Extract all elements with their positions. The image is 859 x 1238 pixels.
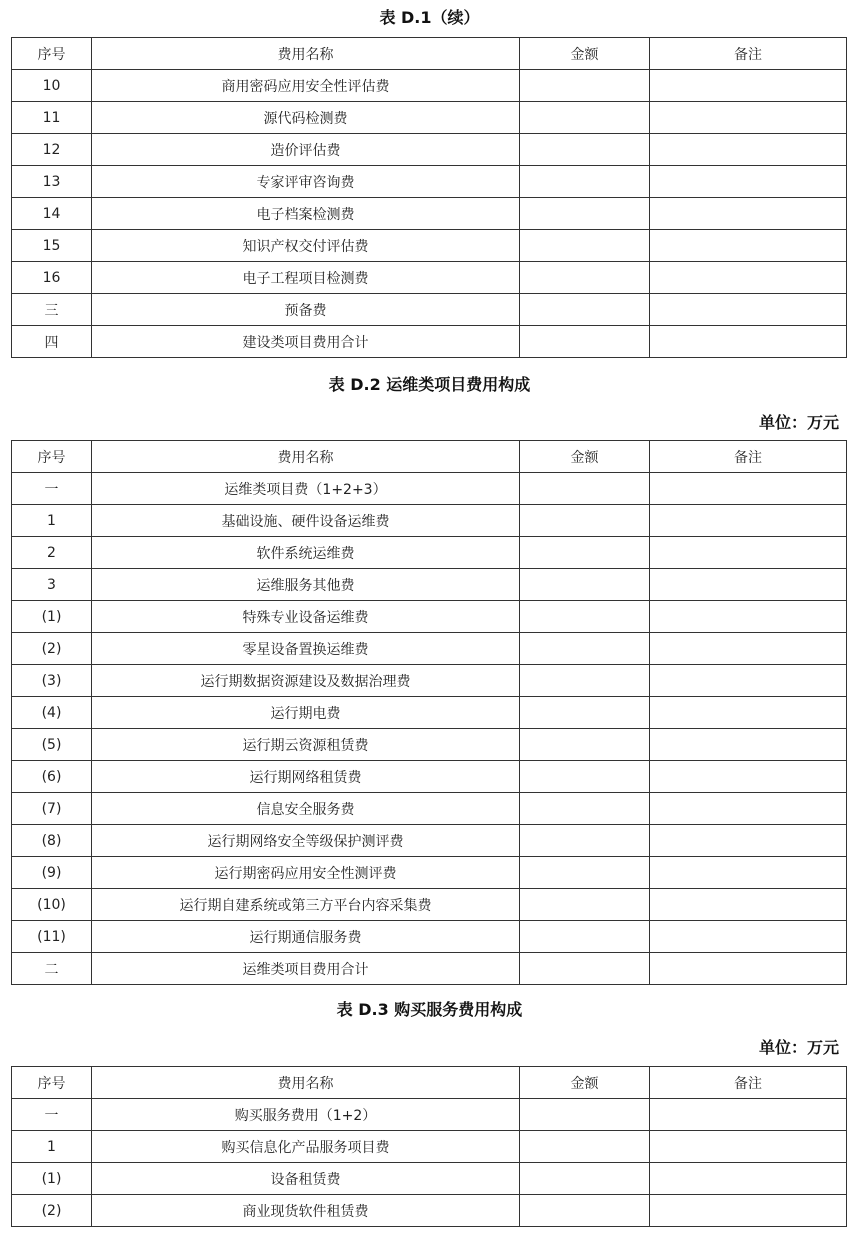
cell-fee-name: 运维类项目费（1+2+3） — [92, 473, 520, 505]
cell-amount — [520, 793, 650, 825]
cell-fee-name: 运行期数据资源建设及数据治理费 — [92, 665, 520, 697]
cell-remark — [650, 1195, 847, 1227]
table-row — [12, 230, 847, 262]
cell-fee-name: 购买服务费用（1+2） — [92, 1099, 520, 1131]
header-remark: 备注 — [650, 1067, 847, 1099]
header-serial: 序号 — [12, 441, 92, 473]
cell-serial: (5) — [12, 729, 92, 761]
cell-serial: 一 — [12, 1099, 92, 1131]
cell-remark — [650, 889, 847, 921]
header-fee-name: 费用名称 — [92, 1067, 520, 1099]
table-row — [12, 825, 847, 857]
cell-amount — [520, 601, 650, 633]
header-remark: 备注 — [650, 38, 847, 70]
header-amount: 金额 — [520, 1067, 650, 1099]
table-d3-unit: 单位：万元 — [758, 1038, 839, 1057]
cell-amount — [520, 633, 650, 665]
table-row — [12, 1163, 847, 1195]
table-row — [12, 793, 847, 825]
header-serial: 序号 — [12, 38, 92, 70]
cell-amount — [520, 326, 650, 358]
cell-amount — [520, 102, 650, 134]
table-d1-caption: 表 D.1（续） — [379, 8, 480, 27]
header-serial: 序号 — [12, 1067, 92, 1099]
cell-serial: (7) — [12, 793, 92, 825]
cell-amount — [520, 1099, 650, 1131]
cell-amount — [520, 761, 650, 793]
cell-serial: (1) — [12, 601, 92, 633]
cell-remark — [650, 665, 847, 697]
cell-remark — [650, 166, 847, 198]
cell-serial: (2) — [12, 633, 92, 665]
table-row — [12, 505, 847, 537]
cell-fee-name: 零星设备置换运维费 — [92, 633, 520, 665]
table-d2 — [11, 440, 847, 985]
cell-fee-name: 专家评审咨询费 — [92, 166, 520, 198]
table-d2-caption: 表 D.2 运维类项目费用构成 — [328, 375, 531, 394]
cell-remark — [650, 953, 847, 985]
cell-remark — [650, 262, 847, 294]
cell-serial: (3) — [12, 665, 92, 697]
cell-remark — [650, 102, 847, 134]
cell-serial: 1 — [12, 1131, 92, 1163]
cell-fee-name: 运维服务其他费 — [92, 569, 520, 601]
cell-remark — [650, 697, 847, 729]
cell-fee-name: 电子档案检测费 — [92, 198, 520, 230]
table-d2-unit: 单位：万元 — [758, 413, 839, 432]
cell-remark — [650, 601, 847, 633]
cell-remark — [650, 857, 847, 889]
table-row — [12, 569, 847, 601]
cell-serial: 二 — [12, 953, 92, 985]
cell-amount — [520, 70, 650, 102]
cell-serial: 10 — [12, 70, 92, 102]
table-row — [12, 857, 847, 889]
cell-amount — [520, 665, 650, 697]
table-row — [12, 198, 847, 230]
cell-fee-name: 基础设施、硬件设备运维费 — [92, 505, 520, 537]
table-row — [12, 537, 847, 569]
cell-fee-name: 运维类项目费用合计 — [92, 953, 520, 985]
table-row — [12, 102, 847, 134]
table-row — [12, 633, 847, 665]
cell-amount — [520, 729, 650, 761]
cell-remark — [650, 70, 847, 102]
table-row — [12, 166, 847, 198]
cell-amount — [520, 473, 650, 505]
cell-remark — [650, 729, 847, 761]
cell-serial: (9) — [12, 857, 92, 889]
cell-fee-name: 运行期云资源租赁费 — [92, 729, 520, 761]
cell-fee-name: 知识产权交付评估费 — [92, 230, 520, 262]
cell-amount — [520, 166, 650, 198]
cell-serial: 12 — [12, 134, 92, 166]
cell-remark — [650, 1099, 847, 1131]
cell-fee-name: 造价评估费 — [92, 134, 520, 166]
cell-serial: (1) — [12, 1163, 92, 1195]
header-fee-name: 费用名称 — [92, 441, 520, 473]
cell-amount — [520, 921, 650, 953]
cell-serial: 一 — [12, 473, 92, 505]
cell-remark — [650, 326, 847, 358]
table-row — [12, 70, 847, 102]
cell-serial: 2 — [12, 537, 92, 569]
cell-remark — [650, 1131, 847, 1163]
table-d3 — [11, 1066, 847, 1227]
cell-fee-name: 运行期电费 — [92, 697, 520, 729]
cell-amount — [520, 262, 650, 294]
cell-serial: (2) — [12, 1195, 92, 1227]
cell-fee-name: 建设类项目费用合计 — [92, 326, 520, 358]
cell-serial: 四 — [12, 326, 92, 358]
cell-remark — [650, 793, 847, 825]
cell-remark — [650, 569, 847, 601]
cell-amount — [520, 1195, 650, 1227]
cell-amount — [520, 294, 650, 326]
cell-serial: 1 — [12, 505, 92, 537]
table-header-row — [12, 1067, 847, 1099]
cell-remark — [650, 633, 847, 665]
table-d3-caption: 表 D.3 购买服务费用构成 — [336, 1000, 523, 1019]
cell-amount — [520, 1131, 650, 1163]
table-row — [12, 889, 847, 921]
cell-fee-name: 运行期自建系统或第三方平台内容采集费 — [92, 889, 520, 921]
cell-fee-name: 购买信息化产品服务项目费 — [92, 1131, 520, 1163]
cell-fee-name: 运行期网络安全等级保护测评费 — [92, 825, 520, 857]
cell-serial: (8) — [12, 825, 92, 857]
cell-serial: 11 — [12, 102, 92, 134]
table-row — [12, 665, 847, 697]
cell-remark — [650, 537, 847, 569]
header-amount: 金额 — [520, 38, 650, 70]
cell-fee-name: 运行期密码应用安全性测评费 — [92, 857, 520, 889]
cell-serial: 三 — [12, 294, 92, 326]
header-remark: 备注 — [650, 441, 847, 473]
table-row — [12, 953, 847, 985]
table-row — [12, 1131, 847, 1163]
cell-remark — [650, 294, 847, 326]
cell-serial: (11) — [12, 921, 92, 953]
cell-amount — [520, 889, 650, 921]
cell-remark — [650, 825, 847, 857]
table-header-row — [12, 441, 847, 473]
cell-amount — [520, 953, 650, 985]
cell-amount — [520, 825, 650, 857]
cell-fee-name: 源代码检测费 — [92, 102, 520, 134]
cell-amount — [520, 505, 650, 537]
cell-fee-name: 商业现货软件租赁费 — [92, 1195, 520, 1227]
table-d1 — [11, 37, 847, 358]
table-row — [12, 601, 847, 633]
cell-amount — [520, 857, 650, 889]
table-row — [12, 921, 847, 953]
table-row — [12, 262, 847, 294]
cell-remark — [650, 761, 847, 793]
table-row — [12, 729, 847, 761]
cell-remark — [650, 921, 847, 953]
cell-fee-name: 商用密码应用安全性评估费 — [92, 70, 520, 102]
cell-remark — [650, 1163, 847, 1195]
cell-amount — [520, 230, 650, 262]
cell-remark — [650, 134, 847, 166]
cell-remark — [650, 230, 847, 262]
cell-amount — [520, 569, 650, 601]
cell-serial: 16 — [12, 262, 92, 294]
cell-fee-name: 设备租赁费 — [92, 1163, 520, 1195]
cell-amount — [520, 134, 650, 166]
table-header-row — [12, 38, 847, 70]
cell-fee-name: 软件系统运维费 — [92, 537, 520, 569]
table-row — [12, 1099, 847, 1131]
table-row — [12, 761, 847, 793]
header-amount: 金额 — [520, 441, 650, 473]
table-row — [12, 1195, 847, 1227]
cell-amount — [520, 537, 650, 569]
cell-serial: (4) — [12, 697, 92, 729]
cell-serial: (6) — [12, 761, 92, 793]
cell-fee-name: 预备费 — [92, 294, 520, 326]
cell-fee-name: 特殊专业设备运维费 — [92, 601, 520, 633]
cell-fee-name: 电子工程项目检测费 — [92, 262, 520, 294]
table-row — [12, 473, 847, 505]
table-row — [12, 294, 847, 326]
cell-serial: (10) — [12, 889, 92, 921]
cell-amount — [520, 1163, 650, 1195]
cell-serial: 13 — [12, 166, 92, 198]
cell-fee-name: 运行期通信服务费 — [92, 921, 520, 953]
cell-serial: 3 — [12, 569, 92, 601]
header-fee-name: 费用名称 — [92, 38, 520, 70]
cell-serial: 15 — [12, 230, 92, 262]
table-row — [12, 326, 847, 358]
cell-amount — [520, 697, 650, 729]
cell-fee-name: 信息安全服务费 — [92, 793, 520, 825]
cell-remark — [650, 505, 847, 537]
table-row — [12, 697, 847, 729]
table-row — [12, 134, 847, 166]
cell-serial: 14 — [12, 198, 92, 230]
cell-remark — [650, 473, 847, 505]
cell-amount — [520, 198, 650, 230]
cell-remark — [650, 198, 847, 230]
cell-fee-name: 运行期网络租赁费 — [92, 761, 520, 793]
